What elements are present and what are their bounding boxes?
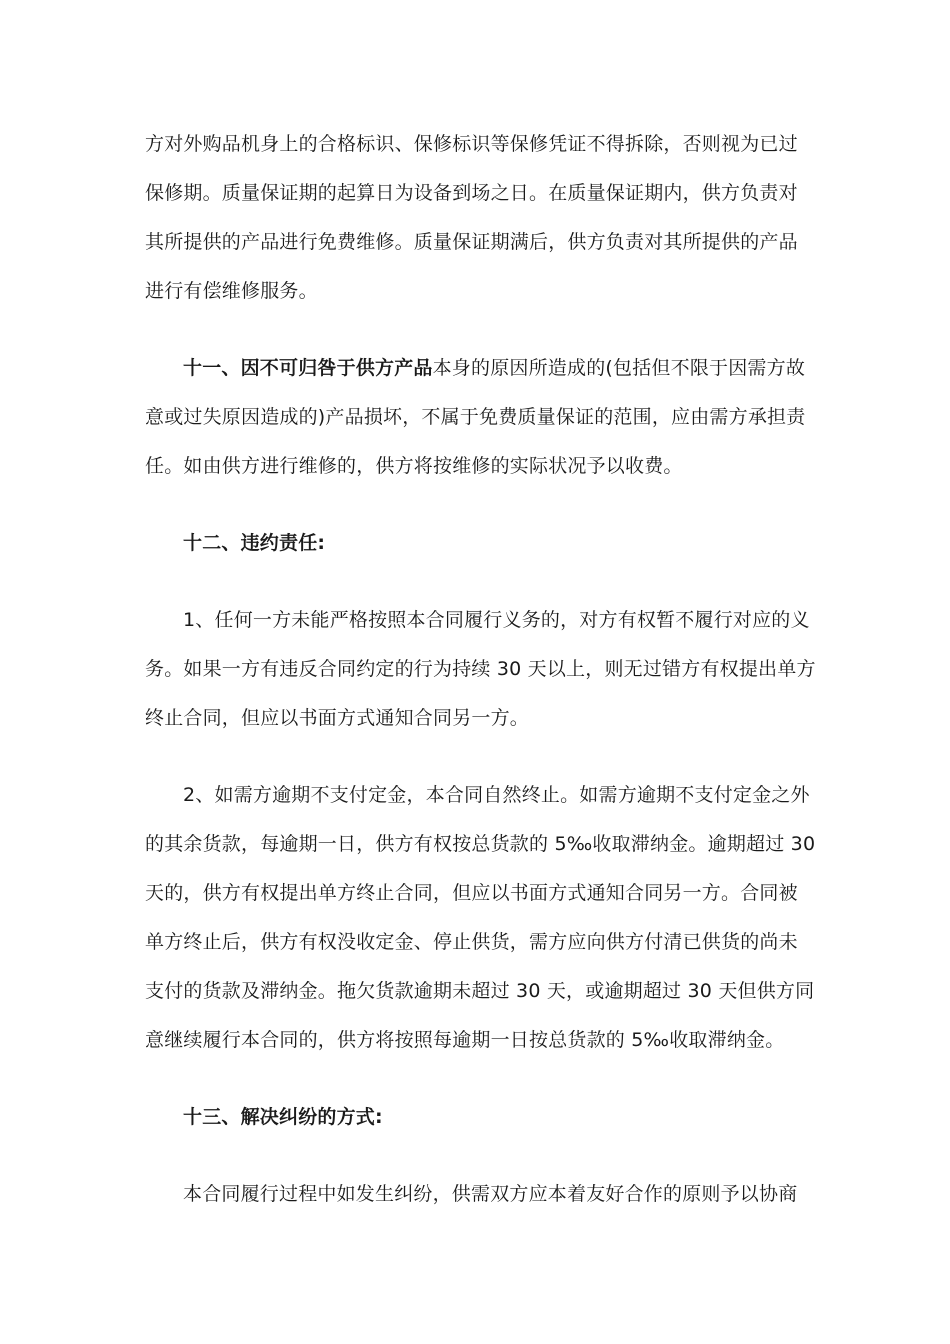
paragraph-line: 进行有偿维修服务。 [145,280,318,302]
paragraph-line: 支付的货款及滞纳金。拖欠货款逾期未超过 30 天，或逾期超过 30 天但供方同 [145,980,815,1002]
paragraph-line: 方对外购品机身上的合格标识、保修标识等保修凭证不得拆除，否则视为已过 [145,133,798,155]
paragraph-line: 务。如果一方有违反合同约定的行为持续 30 天以上，则无过错方有权提出单方 [145,658,816,680]
section-11-first-line [183,356,805,380]
section-13-heading: 十三、解决纠纷的方式: [183,1106,383,1128]
paragraph-line: 本合同履行过程中如发生纠纷，供需双方应本着友好合作的原则予以协商 [183,1183,798,1205]
section-11-text: 本身的原因所造成的(包括但不限于因需方故 [432,357,806,379]
paragraph-line: 保修期。质量保证期的起算日为设备到场之日。在质量保证期内，供方负责对 [145,182,798,204]
paragraph-line: 其所提供的产品进行免费维修。质量保证期满后，供方负责对其所提供的产品 [145,231,798,253]
paragraph-line: 天的，供方有权提出单方终止合同，但应以书面方式通知合同另一方。合同被 [145,882,798,904]
paragraph-line: 单方终止后，供方有权没收定金、停止供货，需方应向供方付清已供货的尚未 [145,931,798,953]
paragraph-line: 意继续履行本合同的，供方将按照每逾期一日按总货款的 5‰收取滞纳金。 [145,1029,785,1051]
paragraph-line: 终止合同，但应以书面方式通知合同另一方。 [145,707,530,729]
paragraph-line: 意或过失原因造成的)产品损坏，不属于免费质量保证的范围，应由需方承担责 [145,406,806,428]
paragraph-line: 1、任何一方未能严格按照本合同履行义务的，对方有权暂不履行对应的义 [183,609,810,631]
paragraph-line: 任。如由供方进行维修的，供方将按维修的实际状况予以收费。 [145,455,683,477]
section-12-heading: 十二、违约责任: [183,532,326,554]
section-11-heading: 十一、因不可归咎于供方产品 [183,357,433,379]
paragraph-line: 的其余货款，每逾期一日，供方有权按总货款的 5‰收取滞纳金。逾期超过 30 [145,833,816,855]
paragraph-line: 2、如需方逾期不支付定金，本合同自然终止。如需方逾期不支付定金之外 [183,784,810,806]
